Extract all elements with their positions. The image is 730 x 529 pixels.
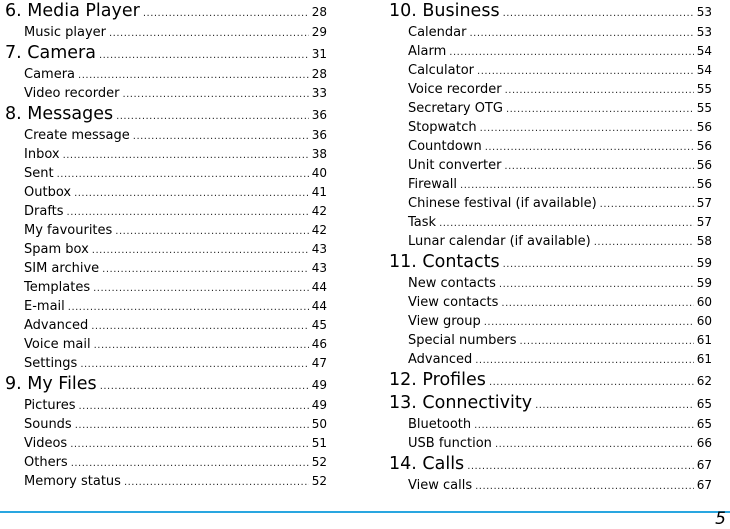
toc-item-entry[interactable] xyxy=(5,434,327,453)
toc-leader-dots xyxy=(57,165,309,184)
toc-entry-page: 54 xyxy=(696,63,712,77)
toc-entry-label: Calendar xyxy=(408,25,467,40)
toc-leader-dots xyxy=(109,24,309,43)
toc-leader-dots xyxy=(449,43,693,62)
toc-leader-dots xyxy=(91,317,309,336)
toc-entry-page: 56 xyxy=(696,177,712,191)
toc-chapter-entry[interactable] xyxy=(389,251,712,274)
toc-entry-label: 9. My Files xyxy=(5,374,97,394)
footer-rule xyxy=(0,511,730,513)
page-number: 5 xyxy=(715,509,726,529)
toc-item-entry[interactable] xyxy=(5,183,327,202)
toc-item-entry[interactable] xyxy=(389,213,712,232)
toc-entry-page: 44 xyxy=(311,280,327,294)
toc-entry-page: 36 xyxy=(311,108,327,122)
toc-chapter-entry[interactable] xyxy=(5,103,327,126)
toc-entry-label: Advanced xyxy=(408,352,473,367)
toc-entry-label: View group xyxy=(408,314,481,329)
toc-entry-label: Videos xyxy=(24,436,68,451)
toc-entry-page: 56 xyxy=(696,158,712,172)
toc-leader-dots xyxy=(133,127,309,146)
toc-chapter-entry[interactable] xyxy=(389,0,712,23)
toc-item-entry[interactable] xyxy=(389,415,712,434)
toc-entry-page: 60 xyxy=(696,295,712,309)
toc-leader-dots xyxy=(489,371,694,394)
toc-entry-page: 67 xyxy=(696,478,712,492)
toc-entry-page: 43 xyxy=(311,261,327,275)
toc-entry-label: Countdown xyxy=(408,139,482,154)
toc-entry-page: 46 xyxy=(311,337,327,351)
toc-item-entry[interactable] xyxy=(389,476,712,495)
toc-leader-dots xyxy=(122,85,308,104)
toc-item-entry[interactable] xyxy=(5,84,327,103)
toc-entry-page: 55 xyxy=(696,82,712,96)
toc-entry-page: 61 xyxy=(696,352,712,366)
toc-item-entry[interactable] xyxy=(389,156,712,175)
toc-leader-dots xyxy=(63,146,309,165)
toc-item-entry[interactable] xyxy=(389,293,712,312)
toc-entry-page: 49 xyxy=(311,398,327,412)
toc-entry-page: 54 xyxy=(696,44,712,58)
toc-entry-label: 13. Connectivity xyxy=(389,393,533,413)
toc-entry-page: 58 xyxy=(696,234,712,248)
toc-chapter-entry[interactable] xyxy=(389,369,712,392)
toc-entry-label: Chinese festival (if available) xyxy=(408,196,597,211)
toc-entry-page: 28 xyxy=(311,5,327,19)
toc-leader-dots xyxy=(94,336,309,355)
toc-entry-page: 44 xyxy=(311,299,327,313)
toc-item-entry[interactable] xyxy=(5,23,327,42)
toc-entry-label: Voice recorder xyxy=(408,82,502,97)
toc-item-entry[interactable] xyxy=(5,145,327,164)
toc-leader-dots xyxy=(460,176,694,195)
toc-entry-label: 14. Calls xyxy=(389,454,465,474)
toc-entry-page: 31 xyxy=(311,47,327,61)
toc-entry-label: Memory status xyxy=(24,474,121,489)
toc-leader-dots xyxy=(116,105,309,128)
toc-item-entry[interactable] xyxy=(389,434,712,453)
toc-entry-page: 66 xyxy=(696,436,712,450)
toc-entry-label: Others xyxy=(24,455,68,470)
toc-chapter-entry[interactable] xyxy=(5,373,327,396)
toc-entry-page: 47 xyxy=(311,356,327,370)
toc-entry-label: Sounds xyxy=(24,417,72,432)
toc-entry-page: 33 xyxy=(311,86,327,100)
toc-entry-label: Video recorder xyxy=(24,86,120,101)
toc-item-entry[interactable] xyxy=(389,42,712,61)
toc-entry-label: Firewall xyxy=(408,177,458,192)
toc-entry-page: 56 xyxy=(696,120,712,134)
toc-entry-label: Task xyxy=(408,215,437,230)
toc-item-entry[interactable] xyxy=(5,472,327,491)
toc-chapter-entry[interactable] xyxy=(5,0,327,23)
toc-leader-dots xyxy=(475,351,694,370)
toc-entry-page: 43 xyxy=(311,242,327,256)
toc-leader-dots xyxy=(499,275,694,294)
toc-item-entry[interactable] xyxy=(5,259,327,278)
toc-leader-dots xyxy=(74,184,309,203)
toc-item-entry[interactable] xyxy=(389,194,712,213)
toc-entry-label: 11. Contacts xyxy=(389,252,500,272)
toc-item-entry[interactable] xyxy=(389,331,712,350)
toc-leader-dots xyxy=(477,62,694,81)
toc-entry-page: 55 xyxy=(696,101,712,115)
toc-entry-page: 53 xyxy=(696,25,712,39)
toc-leader-dots xyxy=(70,435,309,454)
toc-entry-label: Advanced xyxy=(24,318,89,333)
toc-entry-label: View contacts xyxy=(408,295,499,310)
toc-leader-dots xyxy=(102,260,309,279)
toc-item-entry[interactable] xyxy=(5,65,327,84)
toc-entry-page: 59 xyxy=(696,276,712,290)
toc-entry-label: Bluetooth xyxy=(408,417,472,432)
toc-entry-label: Calculator xyxy=(408,63,475,78)
toc-leader-dots xyxy=(80,355,308,374)
toc-entry-label: Create message xyxy=(24,128,130,143)
toc-entry-page: 56 xyxy=(696,139,712,153)
toc-leader-dots xyxy=(93,279,309,298)
toc-entry-label: Camera xyxy=(24,67,76,82)
toc-leader-dots xyxy=(505,81,694,100)
toc-entry-page: 42 xyxy=(311,223,327,237)
toc-leader-dots xyxy=(600,195,694,214)
toc-entry-label: Sent xyxy=(24,166,54,181)
toc-leader-dots xyxy=(78,397,308,416)
toc-leader-dots xyxy=(78,66,309,85)
toc-item-entry[interactable] xyxy=(389,312,712,331)
toc-entry-page: 57 xyxy=(696,196,712,210)
toc-entry-page: 60 xyxy=(696,314,712,328)
toc-item-entry[interactable] xyxy=(389,61,712,80)
toc-leader-dots xyxy=(474,416,694,435)
toc-chapter-entry[interactable] xyxy=(389,392,712,415)
toc-leader-dots xyxy=(100,375,309,398)
toc-leader-dots xyxy=(115,222,308,241)
toc-entry-page: 57 xyxy=(696,215,712,229)
toc-entry-label: Templates xyxy=(24,280,91,295)
toc-leader-dots xyxy=(495,435,694,454)
toc-entry-page: 49 xyxy=(311,378,327,392)
toc-item-entry[interactable] xyxy=(5,164,327,183)
toc-entry-page: 38 xyxy=(311,147,327,161)
toc-leader-dots xyxy=(71,454,309,473)
toc-entry-label: 7. Camera xyxy=(5,43,96,63)
toc-leader-dots xyxy=(503,253,694,276)
toc-item-entry[interactable] xyxy=(5,396,327,415)
toc-entry-page: 65 xyxy=(696,397,712,411)
toc-item-entry[interactable] xyxy=(389,137,712,156)
toc-leader-dots xyxy=(480,119,694,138)
toc-leader-dots xyxy=(504,157,693,176)
toc-leader-dots xyxy=(68,298,309,317)
toc-leader-dots xyxy=(506,100,694,119)
toc-item-entry[interactable] xyxy=(5,354,327,373)
toc-item-entry[interactable] xyxy=(5,316,327,335)
toc-item-entry[interactable] xyxy=(5,126,327,145)
toc-entry-page: 62 xyxy=(696,374,712,388)
toc-leader-dots xyxy=(143,2,309,25)
toc-item-entry[interactable] xyxy=(389,23,712,42)
toc-entry-label: Stopwatch xyxy=(408,120,477,135)
toc-entry-label: Special numbers xyxy=(408,333,517,348)
toc-entry-label: Outbox xyxy=(24,185,72,200)
toc-leader-dots xyxy=(124,473,309,492)
toc-entry-page: 28 xyxy=(311,67,327,81)
toc-entry-page: 52 xyxy=(311,455,327,469)
toc-item-entry[interactable] xyxy=(5,297,327,316)
toc-entry-label: My favourites xyxy=(24,223,113,238)
toc-entry-label: E-mail xyxy=(24,299,65,314)
toc-entry-label: Drafts xyxy=(24,204,64,219)
toc-entry-page: 53 xyxy=(696,5,712,19)
toc-leader-dots xyxy=(469,24,693,43)
toc-entry-page: 51 xyxy=(311,436,327,450)
toc-entry-label: 8. Messages xyxy=(5,104,114,124)
toc-leader-dots xyxy=(99,44,309,67)
toc-item-entry[interactable] xyxy=(389,274,712,293)
toc-entry-label: Music player xyxy=(24,25,106,40)
toc-entry-label: Unit converter xyxy=(408,158,502,173)
toc-entry-page: 65 xyxy=(696,417,712,431)
toc-leader-dots xyxy=(485,138,694,157)
toc-leader-dots xyxy=(535,394,694,417)
toc-leader-dots xyxy=(475,477,694,496)
toc-leader-dots xyxy=(67,203,309,222)
toc-entry-label: Secretary OTG xyxy=(408,101,503,116)
toc-leader-dots xyxy=(484,313,694,332)
toc-item-entry[interactable] xyxy=(389,175,712,194)
toc-item-entry[interactable] xyxy=(5,453,327,472)
toc-leader-dots xyxy=(92,241,309,260)
toc-entry-label: Pictures xyxy=(24,398,76,413)
toc-entry-label: Voice mail xyxy=(24,337,91,352)
toc-entry-page: 59 xyxy=(696,256,712,270)
toc-leader-dots xyxy=(75,416,309,435)
toc-entry-page: 42 xyxy=(311,204,327,218)
toc-item-entry[interactable] xyxy=(5,335,327,354)
toc-entry-label: View calls xyxy=(408,478,473,493)
toc-item-entry[interactable] xyxy=(389,99,712,118)
toc-item-entry[interactable] xyxy=(5,415,327,434)
toc-entry-page: 50 xyxy=(311,417,327,431)
toc-left-column xyxy=(5,0,327,491)
toc-chapter-entry[interactable] xyxy=(5,42,327,65)
toc-entry-label: USB function xyxy=(408,436,492,451)
toc-entry-page: 41 xyxy=(311,185,327,199)
toc-right-column xyxy=(389,0,712,495)
toc-entry-page: 29 xyxy=(311,25,327,39)
toc-item-entry[interactable] xyxy=(389,118,712,137)
toc-entry-label: New contacts xyxy=(408,276,496,291)
toc-entry-label: Spam box xyxy=(24,242,89,257)
toc-entry-page: 40 xyxy=(311,166,327,180)
toc-leader-dots xyxy=(594,233,694,252)
toc-entry-page: 36 xyxy=(311,128,327,142)
toc-item-entry[interactable] xyxy=(389,232,712,251)
toc-entry-page: 61 xyxy=(696,333,712,347)
toc-entry-label: 6. Media Player xyxy=(5,1,140,21)
toc-entry-label: Inbox xyxy=(24,147,60,162)
toc-entry-label: 10. Business xyxy=(389,1,500,21)
toc-chapter-entry[interactable] xyxy=(389,453,712,476)
toc-item-entry[interactable] xyxy=(5,202,327,221)
toc-entry-label: Settings xyxy=(24,356,78,371)
toc-entry-label: Lunar calendar (if available) xyxy=(408,234,591,249)
toc-leader-dots xyxy=(501,294,693,313)
toc-entry-page: 45 xyxy=(311,318,327,332)
toc-entry-label: 12. Profiles xyxy=(389,370,486,390)
toc-entry-label: Alarm xyxy=(408,44,447,59)
toc-leader-dots xyxy=(503,2,694,25)
toc-entry-label: SIM archive xyxy=(24,261,100,276)
toc-leader-dots xyxy=(467,455,694,478)
toc-item-entry[interactable] xyxy=(5,221,327,240)
toc-item-entry[interactable] xyxy=(389,80,712,99)
toc-item-entry[interactable] xyxy=(389,350,712,369)
toc-item-entry[interactable] xyxy=(5,240,327,259)
toc-entry-page: 67 xyxy=(696,458,712,472)
toc-leader-dots xyxy=(439,214,694,233)
toc-entry-page: 52 xyxy=(311,474,327,488)
toc-leader-dots xyxy=(519,332,693,351)
toc-item-entry[interactable] xyxy=(5,278,327,297)
